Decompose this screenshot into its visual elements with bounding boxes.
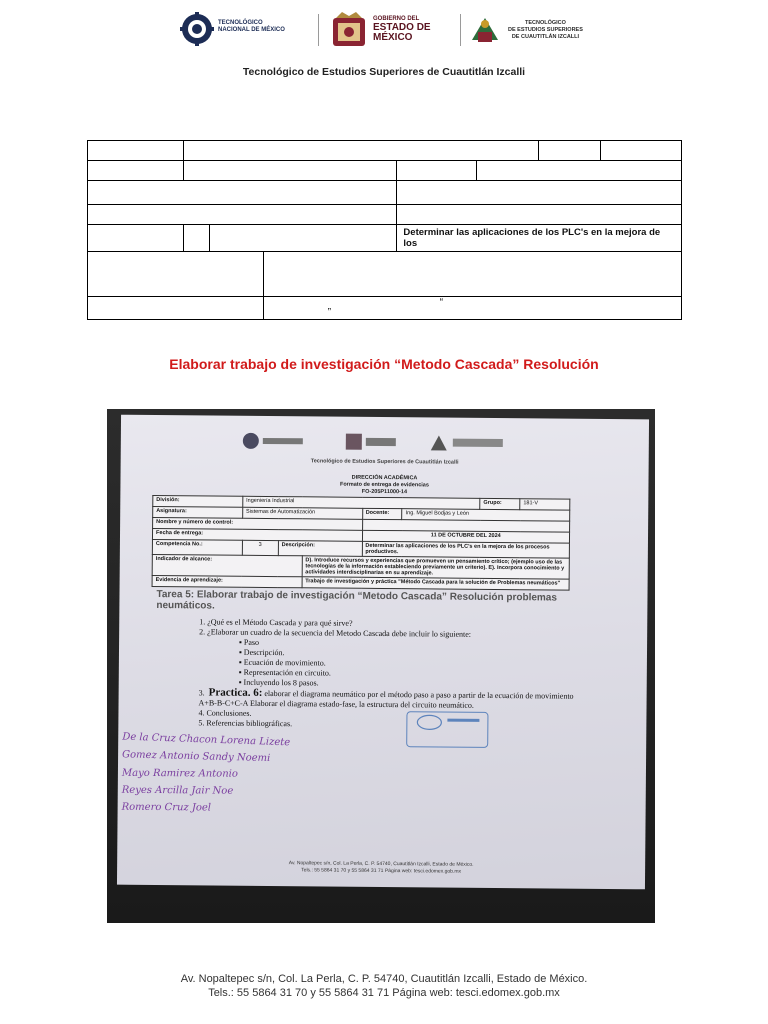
table-cell — [397, 161, 477, 181]
tecnm-logo — [180, 10, 310, 52]
table-cell — [183, 225, 209, 252]
tecnm-gear-icon — [180, 12, 214, 46]
table-cell — [601, 141, 682, 161]
table-row: Evidencia de aprendizaje: Trabajo de investigación y práctica "Método Cascada para la solución de Problemas neumáticos" — [152, 575, 569, 590]
list-item: 1. ¿Qué es el Método Cascada y para qué sirve? — [199, 617, 353, 628]
table-cell — [88, 297, 264, 320]
table-cell — [539, 141, 601, 161]
paper-institution: Tecnológico de Estudios Superiores de Cuautitlán Izcalli — [310, 458, 459, 466]
tesci-emblem-icon — [468, 12, 502, 46]
tesci-logo — [468, 10, 598, 52]
list-item: 2. ¿Elaborar un cuadro de la secuencia del Metodo Cascada debe incluir lo siguiente: — [199, 627, 472, 639]
table-row — [88, 181, 682, 205]
description-cell: Determinar las aplicaciones de los PLC's en la mejora de los — [397, 225, 682, 252]
list-item: ▪ Descripción. — [238, 647, 285, 658]
delivery-info-table — [87, 140, 682, 320]
table-cell — [397, 205, 682, 225]
table-row: Competencia No.: 3 Descripción: Determinar las aplicaciones de los PLC's en la mejora de los procesos productivos. — [152, 539, 569, 558]
table-cell — [88, 225, 184, 252]
paper-footer: Av. Nopaltepec s/n, Col. La Perla, C. P. 54740, Cuautitlán Izcalli, Estado de México. Tels.: 55 5864 31 70 y 55 5864 31 71 Página web: tesci.edomex.gob.mx — [288, 860, 474, 875]
table-cell — [477, 161, 682, 181]
task-title: Elaborar trabajo de investigación “Metodo Cascada” Resolución — [169, 356, 599, 372]
table-cell — [209, 225, 397, 252]
gem-coat-of-arms-icon — [330, 10, 368, 48]
footer-contact: Tels.: 55 5864 31 70 y 55 5864 31 71 Página web: tesci.edomex.gob.mx — [208, 987, 560, 999]
signature: Gomez Antonio Sandy Noemi — [121, 749, 271, 765]
table-cell — [183, 141, 538, 161]
page-footer — [0, 972, 768, 1000]
table-cell — [88, 252, 264, 297]
list-item: ▪ Incluyendo los 8 pasos. — [238, 677, 319, 688]
signature: De la Cruz Chacon Lorena Lizete — [122, 731, 291, 749]
list-item: ▪ Paso — [239, 637, 260, 647]
signature: Mayo Ramirez Antonio — [121, 767, 238, 780]
header-divider — [460, 14, 461, 46]
photo-paper-sheet — [117, 415, 649, 890]
gem-text: GOBIERNO DEL ESTADO DE MÉXICO — [373, 16, 431, 43]
page-header — [0, 10, 768, 52]
table-row — [88, 161, 682, 181]
list-item: 3. Practica. 6: elaborar el diagrama neumático por el método paso a paso a partir de la ecuación de movimiento A+B-B-C+C-A Elaborar el diagrama estado-fase, la estructura del circuito neumático. — [198, 686, 574, 710]
table-cell — [88, 205, 397, 225]
table-row — [88, 252, 682, 297]
table-row — [88, 225, 682, 252]
table-cell — [263, 252, 681, 297]
list-item: ▪ Representación en circuito. — [238, 667, 331, 678]
table-row: Asignatura: Sistemas de Automatización Docente: Ing. Miguel Bodjas y León — [153, 506, 570, 521]
list-item: ▪ Ecuación de movimiento. — [238, 657, 326, 668]
table-cell — [183, 161, 397, 181]
header-divider — [318, 14, 319, 46]
table-row: Fecha de entrega: 11 DE OCTUBRE DEL 2024 — [152, 528, 569, 543]
table-row — [88, 205, 682, 225]
signature: Romero Cruz Joel — [121, 801, 212, 814]
evidence-cell — [263, 297, 681, 320]
table-row: Nombre y número de control: — [153, 517, 570, 532]
table-row — [88, 141, 682, 161]
table-cell — [397, 181, 682, 205]
open-quote: “ — [439, 297, 444, 308]
list-item: 5. Referencias bibliográficas. — [198, 718, 293, 729]
paper-logos-icon — [241, 431, 531, 454]
list-item: 4. Conclusiones. — [198, 708, 252, 718]
evidence-photo — [107, 409, 655, 923]
paper-table — [152, 495, 571, 591]
signature: Reyes Arcilla Jair Noe — [121, 784, 234, 797]
received-stamp-icon — [406, 711, 488, 748]
table-cell — [88, 161, 184, 181]
table-cell — [88, 141, 184, 161]
close-quote: ” — [327, 307, 332, 318]
footer-address: Av. Nopaltepec s/n, Col. La Perla, C. P. 54740, Cuautitlán Izcalli, Estado de México. — [180, 973, 588, 985]
tecnm-text: TECNOLÓGICO NACIONAL DE MÉXICO — [218, 20, 285, 33]
paper-heading: DIRECCIÓN ACADÉMICA Formato de entrega de evidencias FO-205P11000-14 — [339, 474, 429, 496]
institution-name: Tecnológico de Estudios Superiores de Cuautitlán Izcalli — [242, 66, 526, 78]
table-row: División: Ingeniería Industrial Grupo: 181-V — [153, 495, 570, 510]
table-row — [88, 297, 682, 320]
student-signatures — [122, 731, 291, 817]
table-row: Indicador de alcance: D). Introduce recursos y experiencias que promueven un pensamiento crítico; (ejemplo uso de las tecnologías de la información estableciendo previamente un criterio). E). Incorpora conocimiento y actividades interdisciplinarias en su aprendizaje. — [152, 554, 569, 579]
table-cell — [88, 181, 397, 205]
tesci-text: TECNOLÓGICO DE ESTUDIOS SUPERIORES DE CUAUTITLÁN IZCALLI — [508, 20, 583, 40]
gem-logo — [330, 10, 460, 52]
paper-instructions-list — [198, 617, 579, 731]
paper-task-heading: Tarea 5: Elaborar trabajo de investigación “Metodo Cascada” Resolución problemas neumáticos. — [156, 589, 558, 612]
